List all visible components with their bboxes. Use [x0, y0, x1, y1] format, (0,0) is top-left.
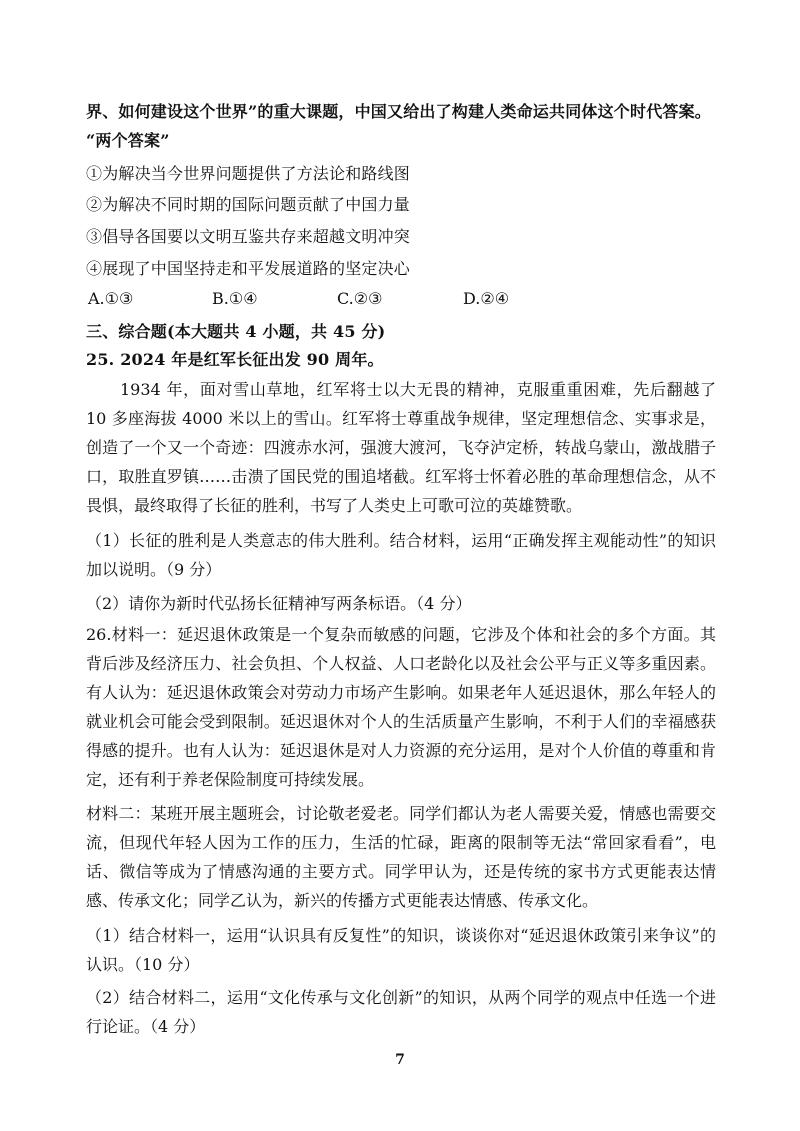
option-b: B.①④ — [212, 289, 258, 308]
continuation-line-1: 界、如何建设这个世界”的重大课题，中国又给出了构建人类命运共同体这个时代答案。 — [86, 102, 712, 121]
continuation-line-2: “两个答案” — [86, 131, 170, 150]
option-a: A.①③ — [88, 289, 134, 308]
q25-subquestion-2: （2）请你为新时代弘扬长征精神写两条标语。（4 分） — [86, 594, 472, 613]
page-number: 7 — [395, 1052, 405, 1068]
option-d: D.②④ — [463, 289, 510, 308]
q25-subquestion-1: （1）长征的胜利是人类意志的伟大胜利。结合材料，运用“正确发挥主观能动性”的知识加以说明。（9 分） — [86, 531, 716, 579]
q26-subquestion-1: （1）结合材料一，运用“认识具有反复性”的知识，谈谈你对“延迟退休政策引来争议”的认识。（10 分） — [86, 926, 716, 974]
q26-material-2: 材料二：某班开展主题班会，讨论敬老爱老。同学们都认为老人需要关爱，情感也需要交流，但现代年轻人因为工作的压力，生活的忙碌，距离的限制等无法“常回家看看”，电话、微信等成为了情感沟通的主要方式。同学甲认为，还是传统的家书方式更能表达情感、传承文化；同学乙认为，新兴的传播方式更能表达情感、传承文化。 — [86, 804, 716, 910]
option-c: C.②③ — [337, 289, 383, 308]
q26-subquestion-2: （2）结合材料二，运用“文化传承与文化创新”的知识，从两个同学的观点中任选一个进行论证。（4 分） — [86, 988, 716, 1036]
statement-2: ②为解决不同时期的国际问题贡献了中国力量 — [86, 195, 411, 214]
section-heading: 三、综合题(本大题共 4 小题，共 45 分) — [86, 322, 386, 341]
q26-material-1: 26.材料一：延迟退休政策是一个复杂而敏感的问题，它涉及个体和社会的多个方面。其背后涉及经济压力、社会负担、个人权益、人口老龄化以及社会公平与正义等多重因素。有人认为：延迟退休政策会对劳动力市场产生影响。如果老年人延迟退休，那么年轻人的就业机会可能会受到限制。延迟退休对个人的生活质量产生影响，不利于人们的幸福感获得感的提升。也有人认为：延迟退休是对人力资源的充分运用，是对个人价值的尊重和肯定，还有利于养老保险制度可持续发展。 — [86, 625, 716, 789]
q25-material: 1934 年，面对雪山草地，红军将士以大无畏的精神，克服重重困难，先后翻越了 10 多座海拔 4000 米以上的雪山。红军将士尊重战争规律，坚定理想信念、实事求是，创造了一个又一个奇迹：四渡赤水河，强渡大渡河，飞夺泸定桥，转战乌蒙山，激战腊子口，取胜直罗镇……击溃了国民党的围追堵截。红军将士怀着必胜的革命理想信念，从不畏惧，最终取得了长征的胜利，书写了人类史上可歌可泣的英雄赞歌。 — [86, 380, 716, 515]
statement-1: ①为解决当今世界问题提供了方法论和路线图 — [86, 164, 411, 183]
statement-4: ④展现了中国坚持走和平发展道路的坚定决心 — [86, 259, 411, 278]
q25-stem: 25. 2024 年是红军长征出发 90 周年。 — [86, 350, 384, 369]
statement-3: ③倡导各国要以文明互鉴共存来超越文明冲突 — [86, 227, 411, 246]
